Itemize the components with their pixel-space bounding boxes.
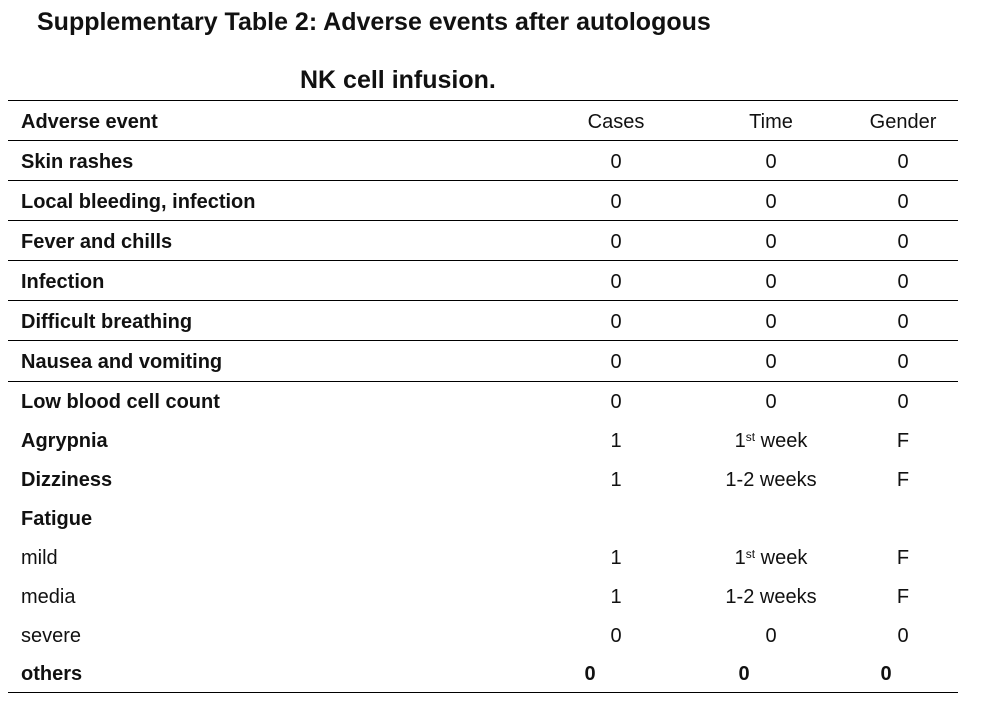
row-gender: 0 [897,191,909,213]
table-title-line-2: NK cell infusion. [300,66,496,94]
row-event: Agrypnia [21,430,108,452]
time-number: 1 [734,430,746,452]
row-cases: 0 [610,151,622,173]
row-event: Local bleeding, infection [21,191,256,213]
header-rule [8,140,958,141]
time-unit: week [755,430,808,452]
row-gender: 0 [897,391,909,413]
time-ordinal-suffix: st [745,430,756,444]
row-event: Low blood cell count [21,391,220,413]
row-cases: 0 [610,625,622,647]
row-cases: 0 [610,351,622,373]
row-time: 1-2 weeks [725,469,817,491]
row-cases: 0 [610,231,622,253]
row-time: 0 [765,231,777,253]
row-time [735,546,808,570]
time-unit: week [755,547,808,569]
row-gender: 0 [897,271,909,293]
row-event: Skin rashes [21,151,134,173]
row-gender: 0 [897,351,909,373]
row-event: Difficult breathing [21,311,193,333]
row-rule [8,180,958,181]
row-gender: F [896,430,910,452]
row-rule [8,220,958,221]
row-time: 0 [765,311,777,333]
row-cases: 1 [610,586,622,608]
row-event-group: Fatigue [21,508,93,530]
row-event: Infection [21,271,105,293]
header-gender: Gender [869,111,937,133]
top-rule [8,100,958,101]
header-adverse-event: Adverse event [21,111,158,133]
row-event-sub: media [21,586,76,608]
row-time: 0 [765,391,777,413]
row-cases: 1 [610,547,622,569]
bottom-rule [8,692,958,693]
row-event: Fever and chills [21,231,173,253]
row-time: 0 [765,191,777,213]
row-cases: 0 [584,663,596,685]
row-event-sub: mild [21,547,58,569]
row-gender: F [896,586,910,608]
header-time: Time [749,111,793,133]
table-title-line-1: Supplementary Table 2: Adverse events after autologous [37,8,711,36]
row-cases: 0 [610,191,622,213]
row-time: 0 [765,151,777,173]
row-gender: F [896,469,910,491]
row-time [735,429,808,453]
row-event-sub: severe [21,625,82,647]
row-event: Dizziness [21,469,113,491]
row-event: others [21,663,83,685]
row-gender: 0 [897,231,909,253]
row-cases: 0 [610,271,622,293]
row-gender: 0 [880,663,892,685]
row-rule [8,340,958,341]
row-gender: 0 [897,625,909,647]
row-event: Nausea and vomiting [21,351,223,373]
row-time: 1-2 weeks [725,586,817,608]
row-rule [8,381,958,382]
row-gender: 0 [897,151,909,173]
row-cases: 1 [610,430,622,452]
row-time: 0 [765,271,777,293]
row-rule [8,300,958,301]
row-cases: 1 [610,469,622,491]
row-gender: 0 [897,311,909,333]
row-time: 0 [765,351,777,373]
row-gender: F [896,547,910,569]
row-cases: 0 [610,311,622,333]
header-cases: Cases [587,111,645,133]
row-cases: 0 [610,391,622,413]
time-ordinal-suffix: st [745,547,756,561]
time-number: 1 [734,547,746,569]
row-rule [8,260,958,261]
row-time: 0 [765,625,777,647]
row-time: 0 [738,663,750,685]
